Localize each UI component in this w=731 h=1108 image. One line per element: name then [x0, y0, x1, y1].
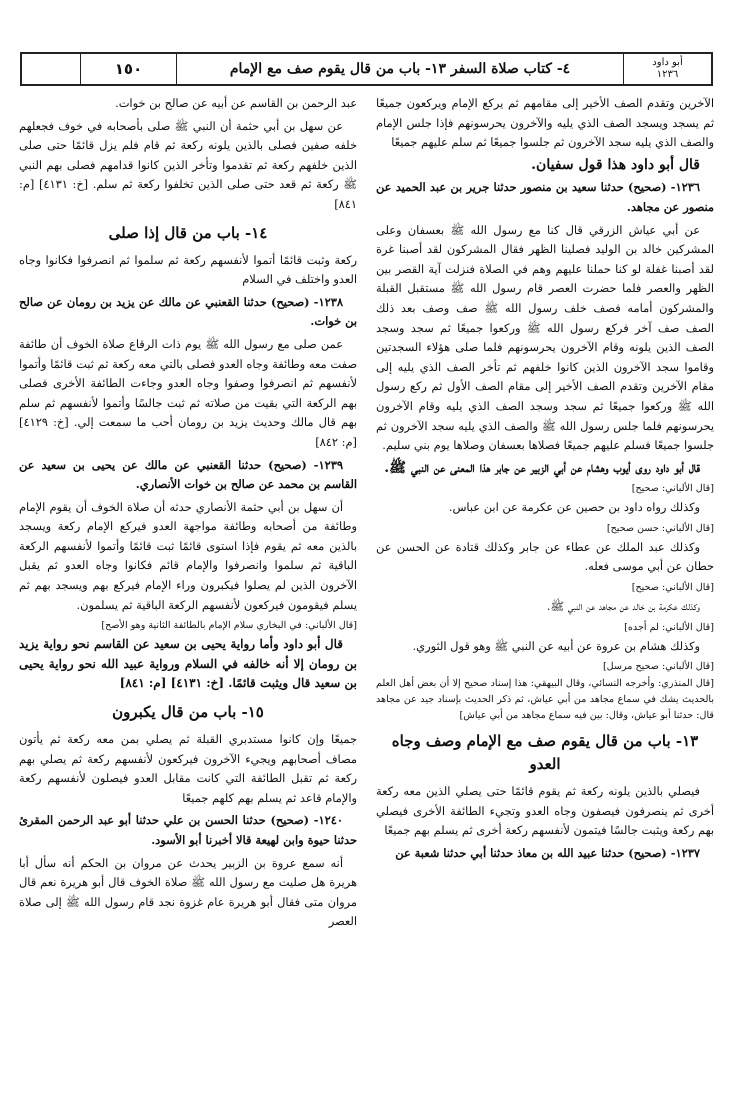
paragraph: وكذلك رواه داود بن حصين عن عكرمة عن ابن عباس.: [448, 500, 700, 515]
hadith-text: عن سهل بن أبي حثمة أن النبي ﷺ صلى بأصحابه في خوف فجعلهم خلفه صفين فصلى بالذين يلونه ركعة ثم قام فلم يزل قائمًا حتى صلى الذين خلفهم ركعة ثم تقدموا وتأخر الذين كانوا قدامهم فصلى بهم النبي ﷺ ركعة ثم قعد حتى صلى الذين تخلفوا ركعة ثم سلم. [خ: ٤١٣١] [م: ٨٤١]: [19, 118, 357, 211]
abu-dawud-remark: قال أبو داود روى أيوب وهشام عن أبي الزبير عن جابر هذا المعنى عن النبي ﷺ.: [384, 459, 700, 476]
mundhiri-note: [قال المنذري: وأخرجه النسائي، وقال البيهقي: هذا إسناد صحيح إلا أن بعض أهل العلم بالحديث يشك في سماع مجاهد من أبي عياش، ثم ذكر الحديث بإسناد جيد عن مجاهد قال: حدثنا أبو عياش، وقال: بين فيه سماع مجاهد من أبي عياش]: [376, 678, 714, 722]
paragraph: الآخرين وتقدم الصف الأخير إلى مقامهم ثم يركع الإمام ويركعون جميعًا ثم يسجد ويسجد الصف الذي يليه والآخرون يحرسونهم فإذا جلس الإمام والصف الذي يليه سجد الآخرون ثم جلسوا جميعًا ثم سلم عليهم جميعًا: [376, 96, 714, 150]
hadith-1236-text: عن أبي عياش الزرقي قال كنا مع رسول الله ﷺ بعسفان وعلى المشركين خالد بن الوليد فصلينا الظهر فقال المشركون لقد أصبنا غرة لقد أصبنا غفلة لو كنا حملنا عليهم وهم في الصلاة فنزلت آية القصر بين الظهر والعصر فلما حضرت العصر قام رسول الله ﷺ مستقبل القبلة والمشركون أمامه فصف خلف رسول الله ﷺ صف وصف بعد ذلك الصف صف آخر فركع رسول الله ﷺ وركعوا جميعًا ثم سجد وسجد الصف الذين يلونه وقام الآخرون يحرسونهم فلما صلى هؤلاء السجدتين وقاموا سجد الآخرون الذين كانوا خلفهم ثم تأخر الصف الذي يليه إلى مقام الآخرين وتقدم الصف الأخير إلى مقام الصف الأول ثم ركع رسول الله ﷺ وركعوا جميعًا ثم سجد وسجد الصف الذي يليه وقام الآخرون يحرسونهم فلما جلس رسول الله ﷺ والصف الذي يليه سجد الآخرون ثم جلسوا جميعًا فسلم عليهم جميعًا فصلاها بعسفان وصلاها يوم بني سليم.: [376, 222, 714, 453]
albani-grade: [قال الألباني: صحيح مرسل]: [602, 661, 714, 673]
chapter-heading-15: ١٥- باب من قال يكبرون: [112, 703, 264, 722]
page-header: [20, 52, 713, 86]
hadith-1238-isnad: ١٢٣٨- (صحيح) حدثنا القعنبي عن مالك عن يزيد بن رومان عن صالح بن خوات.: [19, 294, 357, 329]
page-number: ١٥٠: [80, 54, 176, 84]
abu-dawud-remark: قال أبو داود وأما رواية يحيى بن سعيد عن القاسم نحو رواية يزيد بن رومان إلا أنه خالفه في السلام ورواية عبيد الله نحو رواية يحيى بن سعيد قال ويثبت قائمًا. [خ: ٤١٣١] [م: ٨٤١]: [19, 637, 357, 691]
hadith-1237-isnad: ١٢٣٧- (صحيح) حدثنا عبيد الله بن معاذ حدثنا أبي حدثنا شعبة عن: [395, 846, 700, 861]
paragraph: وكذلك هشام بن عروة عن أبيه عن النبي ﷺ وهو قول الثوري.: [412, 638, 700, 653]
albani-grade: [قال الألباني: في البخاري سلام الإمام بالطائفة الثانية وهو الأصح]: [101, 620, 357, 632]
right-column: [376, 94, 714, 1100]
book-name: أبو داود: [652, 57, 683, 68]
hadith-1239-isnad: ١٢٣٩- (صحيح) حدثنا القعنبي عن مالك عن يحيى بن سعيد عن القاسم بن محمد عن صالح بن خوات الأنصاري.: [19, 457, 357, 492]
chapter-heading-14: ١٤- باب من قال إذا صلى: [108, 223, 268, 242]
paragraph: فيصلي بالذين يلونه ركعة ثم يقوم قائمًا حتى يصلي الذين معه ركعة أخرى ثم ينصرفون فيصفون وجاه العدو وتجيء الطائفة الأخرى فيصلي بهم ركعة ويثبت جالسًا فيتمون لأنفسهم ركعة أخرى ثم يسلم بهم جميعًا: [376, 784, 714, 838]
paragraph: عبد الرحمن بن القاسم عن أبيه عن صالح بن خوات.: [115, 96, 357, 110]
hadith-1238-text: عمن صلى مع رسول الله ﷺ يوم ذات الرقاع صلاة الخوف أن طائفة صفت معه وطائفة وجاه العدو فصلى بالتي معه ركعة ثم ثبت قائمًا وأتموا لأنفسهم ثم انصرفوا وصفوا وجاه العدو وجاءت الطائفة الأخرى فصلى بهم الركعة التي بقيت من صلاته ثم ثبت جالسًا وأتموا لأنفسهم ثم سلم بهم قال مالك وحديث يزيد بن رومان أحب ما سمعت إلي. [خ: ٤١٢٩] [م: ٨٤٢]: [19, 336, 357, 449]
header-blank-cell: [22, 54, 80, 84]
chapter-title: ٤- كتاب صلاة السفر ١٣- باب من قال يقوم صف مع الإمام: [176, 54, 623, 84]
book-name-cell: [623, 54, 711, 84]
albani-grade: [قال الألباني: صحيح]: [631, 582, 714, 594]
running-hadith-number: ١٢٣٦: [656, 69, 679, 80]
left-column: [19, 94, 357, 1100]
albani-grade: [قال الألباني: لم أجده]: [624, 621, 714, 633]
hadith-1240-isnad: ١٢٤٠- (صحيح) حدثنا الحسن بن علي حدثنا أبو عبد الرحمن المقرئ حدثنا حيوة وابن لهيعة قالا أخبرنا أبو الأسود.: [19, 813, 357, 847]
paragraph: وكذلك عبد الملك عن عطاء عن جابر وكذلك قتادة عن الحسن عن حطان عن أبي موسى فعله.: [376, 539, 714, 574]
paragraph: ركعة وثبت قائمًا أتموا لأنفسهم ركعة ثم سلموا ثم انصرفوا فكانوا وجاه العدو واختلف في السلام: [19, 252, 357, 287]
chapter-heading-13: ١٣- باب من قال يقوم صف مع الإمام وصف وجاه العدو: [391, 732, 699, 774]
hadith-1240-text: أنه سمع عروة بن الزبير يحدث عن مروان بن الحكم أنه سأل أبا هريرة هل صليت مع رسول الله ﷺ صلاة الخوف قال أبو هريرة نعم قال مروان متى فقال أبو هريرة عام غزوة نجد قام رسول الله ﷺ إلى صلاة العصر: [19, 855, 357, 929]
abu-dawud-remark: قال أبو داود هذا قول سفيان.: [531, 156, 700, 173]
hadith-1239-text: أن سهل بن أبي حثمة الأنصاري حدثه أن صلاة الخوف أن يقوم الإمام وطائفة من أصحابه وطائفة مواجهة العدو فيركع الإمام ركعة ويسجد بالذين معه ثم يقوم فإذا استوى قائمًا ثبت قائمًا وأتموا لأنفسهم الركعة الباقية ثم سلموا وانصرفوا والإمام قائم فكانوا وجاه العدو ثم يقبل الآخرون الذين لم يصلوا فيكبرون وراء الإمام فيركع بهم ويسجد بهم ثم يسلم فيقومون فيركعون لأنفسهم الركعة الباقية ثم يسلمون.: [19, 499, 357, 612]
paragraph: وكذلك عكرمة بن خالد عن مجاهد عن النبي ﷺ.: [546, 599, 700, 614]
albani-grade: [قال الألباني: حسن صحيح]: [606, 522, 714, 534]
albani-grade: [قال الألباني: صحيح]: [631, 483, 714, 495]
paragraph: جميعًا وإن كانوا مستدبري القبلة ثم يصلي بمن معه ركعة ثم يأتون مصاف أصحابهم ويجيء الآخرون فيركعون لأنفسهم ركعة ثم يصلي بهم ركعة ثم تقبل الطائفة التي كانت مقابل العدو فيصلون لأنفسهم ركعة والإمام قاعد ثم يسلم بهم كلهم جميعًا: [19, 732, 357, 805]
hadith-1236-isnad: ١٢٣٦- (صحيح) حدثنا سعيد بن منصور حدثنا جرير بن عبد الحميد عن منصور عن مجاهد.: [376, 180, 714, 214]
